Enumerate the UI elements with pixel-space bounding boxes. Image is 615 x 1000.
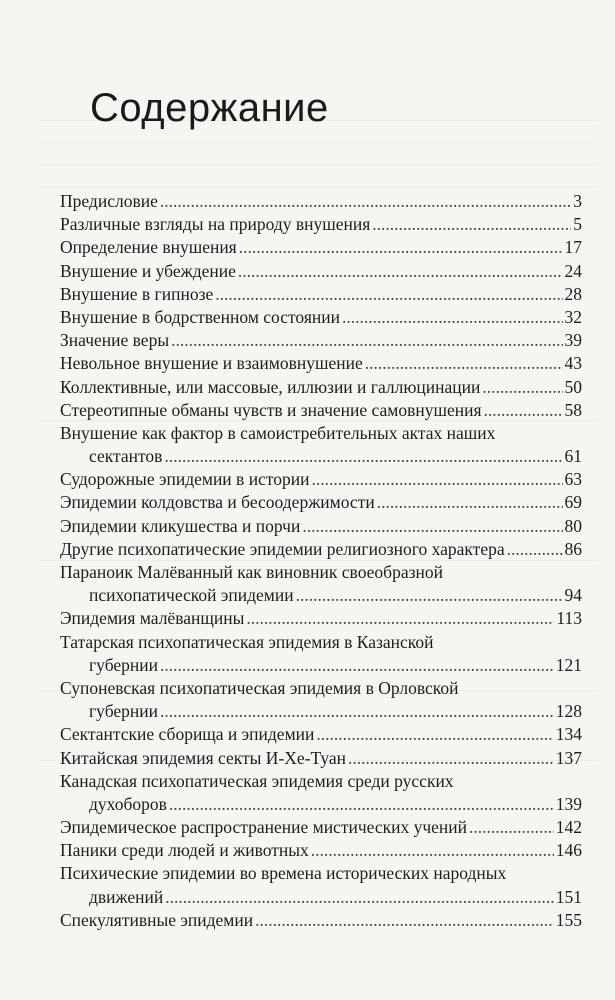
toc-page-number: 134 (555, 724, 582, 745)
toc-page-number: 5 (573, 214, 582, 235)
toc-entry-title-line1: Психические эпидемии во времена исторических народных (60, 863, 507, 884)
dot-leader (342, 306, 563, 329)
dot-leader (482, 376, 562, 399)
toc-entry[interactable] (60, 816, 582, 839)
toc-entry[interactable] (60, 515, 582, 538)
toc-entry-title-line1: Супоневская психопатическая эпидемия в Орловской (60, 677, 459, 698)
toc-entry[interactable] (60, 561, 582, 607)
toc-entry-title: Эпидемия малёванщины (60, 608, 245, 629)
toc-entry-title: Внушение и убеждение (60, 260, 236, 281)
page-title: Содержание (90, 86, 329, 130)
toc-entry-title: Коллективные, или массовые, иллюзии и галлюцинации (60, 376, 481, 397)
toc-entry-title: Эпидемии кликушества и порчи (60, 515, 301, 536)
toc-page-number: 24 (564, 260, 582, 281)
toc-entry[interactable] (60, 862, 582, 908)
toc-entry[interactable] (60, 376, 582, 399)
dot-leader (484, 399, 563, 422)
dot-leader (302, 515, 562, 538)
toc-page-number: 50 (564, 376, 582, 397)
toc-entry[interactable] (60, 329, 582, 352)
dot-leader (348, 747, 554, 770)
toc-entry-title: Предисловие (60, 191, 158, 211)
toc-entry-title-line2: губернии (89, 701, 158, 722)
toc-entry-title-line2: духоборов (89, 793, 167, 814)
toc-page-number: 151 (555, 886, 582, 907)
dot-leader (372, 213, 571, 236)
dot-leader (171, 329, 562, 352)
toc-entry[interactable] (60, 909, 582, 932)
toc-entry[interactable] (60, 631, 582, 677)
toc-entry-title: Внушение в гипнозе (60, 283, 214, 304)
toc-page-number: 155 (555, 909, 582, 930)
dot-leader (164, 445, 562, 468)
toc-entry-title: Значение веры (60, 330, 170, 351)
toc-page-number: 61 (564, 446, 582, 467)
dot-leader (169, 793, 554, 816)
toc-page-number: 63 (564, 469, 582, 490)
toc-entry[interactable] (60, 422, 582, 468)
toc-entry[interactable] (60, 770, 582, 816)
dot-leader (507, 538, 563, 561)
toc-entry-title: Различные взгляды на природу внушения (60, 214, 371, 235)
toc-page-number: 80 (564, 515, 582, 536)
toc-page-number: 28 (564, 283, 582, 304)
dot-leader (239, 236, 563, 259)
toc-entry[interactable] (60, 677, 582, 723)
toc-page-number: 3 (573, 191, 582, 211)
dot-leader (215, 283, 562, 306)
toc-entry-title-line1: Татарская психопатическая эпидемия в Казанской (60, 631, 434, 652)
toc-page-number: 43 (564, 353, 582, 374)
toc-entry-title: Внушение в бодрственном состоянии (60, 306, 340, 327)
toc-entry-title: Эпидемическое распространение мистических учений (60, 817, 468, 838)
toc-entry[interactable] (60, 352, 582, 375)
dot-leader (160, 700, 554, 723)
dot-leader (311, 839, 554, 862)
toc-page-number: 17 (564, 237, 582, 258)
dot-leader (377, 491, 563, 514)
toc-entry[interactable] (60, 260, 582, 283)
toc-entry-title: Невольное внушение и взаимовнушение (60, 353, 363, 374)
toc-page-number: 58 (564, 399, 582, 420)
toc-entry-title: Определение внушения (60, 237, 237, 258)
toc-entry[interactable] (60, 236, 582, 259)
dot-leader (160, 190, 571, 213)
dot-leader (255, 909, 554, 932)
toc-entry-title: Паники среди людей и животных (60, 840, 309, 861)
toc-entry-title-line2: губернии (89, 654, 158, 675)
toc-entry-title-line1: Канадская психопатическая эпидемия среди русских (60, 770, 454, 791)
toc-entry[interactable] (60, 283, 582, 306)
toc-entry-title: Стереотипные обманы чувств и значение самовнушения (60, 399, 482, 420)
toc-entry-title-line2: сектантов (89, 446, 163, 467)
toc-entry[interactable] (60, 538, 582, 561)
toc-page-number: 113 (556, 608, 582, 629)
dot-leader (311, 468, 562, 491)
toc-entry-title: Спекулятивные эпидемии (60, 909, 254, 930)
dot-leader (160, 654, 554, 677)
dot-leader (365, 352, 563, 375)
toc-entry[interactable] (60, 607, 582, 630)
toc-page-number: 94 (564, 585, 582, 606)
toc-entry[interactable] (60, 747, 582, 770)
toc-entry[interactable] (60, 190, 582, 213)
toc-entry[interactable] (60, 839, 582, 862)
toc-page-number: 121 (555, 654, 582, 675)
toc-page-number: 86 (564, 538, 582, 559)
toc-page-number: 142 (555, 817, 582, 838)
toc-page-number: 39 (564, 330, 582, 351)
table-of-contents (60, 190, 582, 932)
dot-leader (246, 607, 554, 630)
toc-page-number: 139 (555, 793, 582, 814)
toc-entry-title-line2: психопатической эпидемии (89, 585, 294, 606)
dot-leader (296, 584, 563, 607)
toc-entry[interactable] (60, 468, 582, 491)
toc-entry-title-line1: Внушение как фактор в самоистребительных актах наших (60, 422, 496, 443)
toc-page-number: 128 (555, 701, 582, 722)
toc-entry-title: Эпидемии колдовства и бесоодержимости (60, 492, 375, 513)
toc-entry[interactable] (60, 399, 582, 422)
toc-entry-title: Судорожные эпидемии в истории (60, 469, 310, 490)
toc-entry[interactable] (60, 213, 582, 236)
toc-page-number: 137 (555, 747, 582, 768)
dot-leader (469, 816, 554, 839)
toc-entry-title: Другие психопатические эпидемии религиозного характера (60, 538, 505, 559)
dot-leader (165, 886, 553, 909)
toc-entry[interactable] (60, 491, 582, 514)
toc-entry-title: Сектантские сборища и эпидемии (60, 724, 315, 745)
toc-entry-title-line2: движений (89, 886, 164, 907)
toc-page-number: 32 (564, 306, 582, 327)
toc-entry[interactable] (60, 306, 582, 329)
dot-leader (238, 260, 563, 283)
dot-leader (316, 723, 553, 746)
toc-entry-title: Китайская эпидемия секты И-Хе-Туан (60, 747, 346, 768)
toc-entry[interactable] (60, 723, 582, 746)
toc-entry-title-line1: Параноик Малёванный как виновник своеобразной (60, 562, 443, 582)
toc-page-number: 146 (555, 840, 582, 861)
toc-page-number: 69 (564, 492, 582, 513)
